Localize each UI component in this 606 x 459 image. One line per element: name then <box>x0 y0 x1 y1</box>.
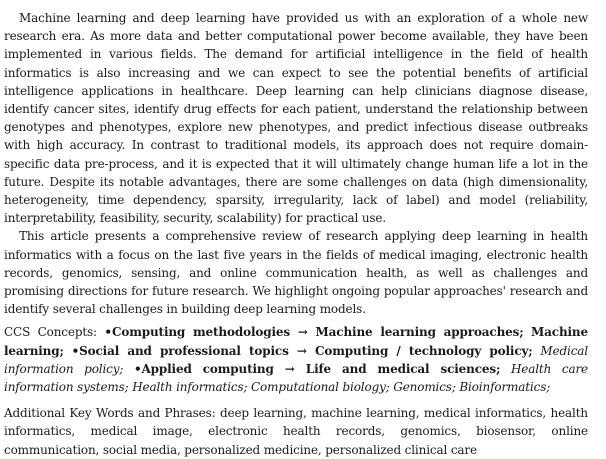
ccs-concepts <box>4 323 588 396</box>
ccs-bullet: • <box>133 361 142 376</box>
ccs-bullet: • <box>104 325 112 340</box>
ccs-bullet: • <box>71 343 80 358</box>
ccs-concept-1: Computing methodologies → Machine learning approaches; <box>111 325 524 340</box>
ccs-concept-3: Social and professional topics → Computing / technology policy; <box>79 343 533 358</box>
paper-page <box>4 9 588 459</box>
abstract <box>4 9 588 318</box>
abstract-paragraph-1: Machine learning and deep learning have provided us with an exploration of a whole new research era. As more data and better computational power become available, they have been implemented in various fields. The demand for artificial intelligence in the field of health informatics is also increasing and we can expect to see the potential benefits of artificial intelligence applications in healthcare. Deep learning can help clinicians diagnose disease, identify cancer sites, identify drug effects for each patient, understand the relationship between genotypes and phenotypes, explore new phenotypes, and predict infectious disease outbreaks with high accuracy. In contrast to traditional models, its approach does not require domain-specific data pre-process, and it is expected that it will ultimately change human life a lot in the future. Despite its notable advantages, there are some challenges on data (high dimensionality, heterogeneity, time dependency, sparsity, irregularity, lack of label) and model (reliability, interpretability, feasibility, security, scalability) for practical use. <box>4 11 588 226</box>
ccs-concept-3-sub: Medical information policy; <box>4 343 588 376</box>
ccs-concept-4: Applied computing → Life and medical sciences; <box>141 361 501 376</box>
additional-keywords: Additional Key Words and Phrases: deep learning, machine learning, medical informatics, health informatics, medical image, electronic health records, genomics, biosensor, online communication, social media, personalized medicine, personalized clinical care <box>4 406 588 457</box>
ccs-concept-2: Machine learning; <box>4 325 588 358</box>
ccs-label: CCS Concepts: <box>4 325 105 340</box>
ccs-concept-4-sub: Health care information systems; Health informatics; Computational biology; Genomics; Bioinformatics; <box>4 361 588 395</box>
abstract-paragraph-2: This article presents a comprehensive review of research applying deep learning in health informatics with a focus on the last five years in the fields of medical imaging, electronic health records, genomics, sensing, and online communication health, as well as challenges and promising directions for future research. We highlight ongoing popular approaches' research and identify several challenges in building deep learning models. <box>4 229 588 317</box>
